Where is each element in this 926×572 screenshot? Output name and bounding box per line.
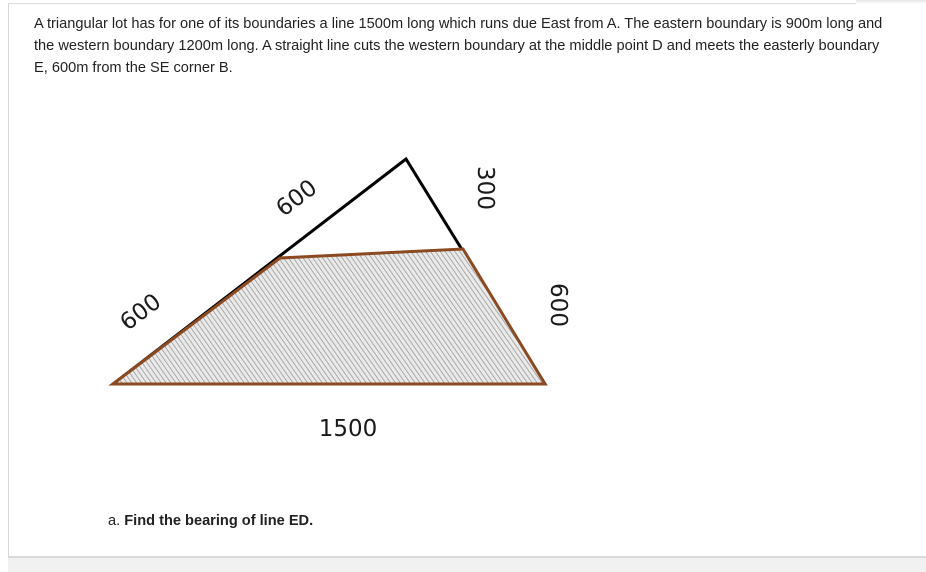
problem-statement: A triangular lot has for one of its boundaries a line 1500m long which runs due East from A. The eastern boundary is 900m long and the western boundary 1200m long. A straight line cuts the western boundary at the middle point D and meets the easterly boundary E, 600m from the SE corner B. (34, 16, 883, 76)
question-text: Find the bearing of line ED. (124, 513, 314, 529)
label-east-upper: 300 (472, 166, 498, 210)
question-label: a. (108, 513, 121, 529)
label-base: 1500 (318, 416, 378, 442)
shaded-region-abed (113, 249, 545, 384)
label-west-lower: 600 (115, 288, 167, 337)
label-east-lower: 600 (545, 283, 571, 327)
question-a (108, 513, 313, 529)
label-west-upper: 600 (271, 174, 323, 223)
bottom-divider (8, 556, 926, 572)
